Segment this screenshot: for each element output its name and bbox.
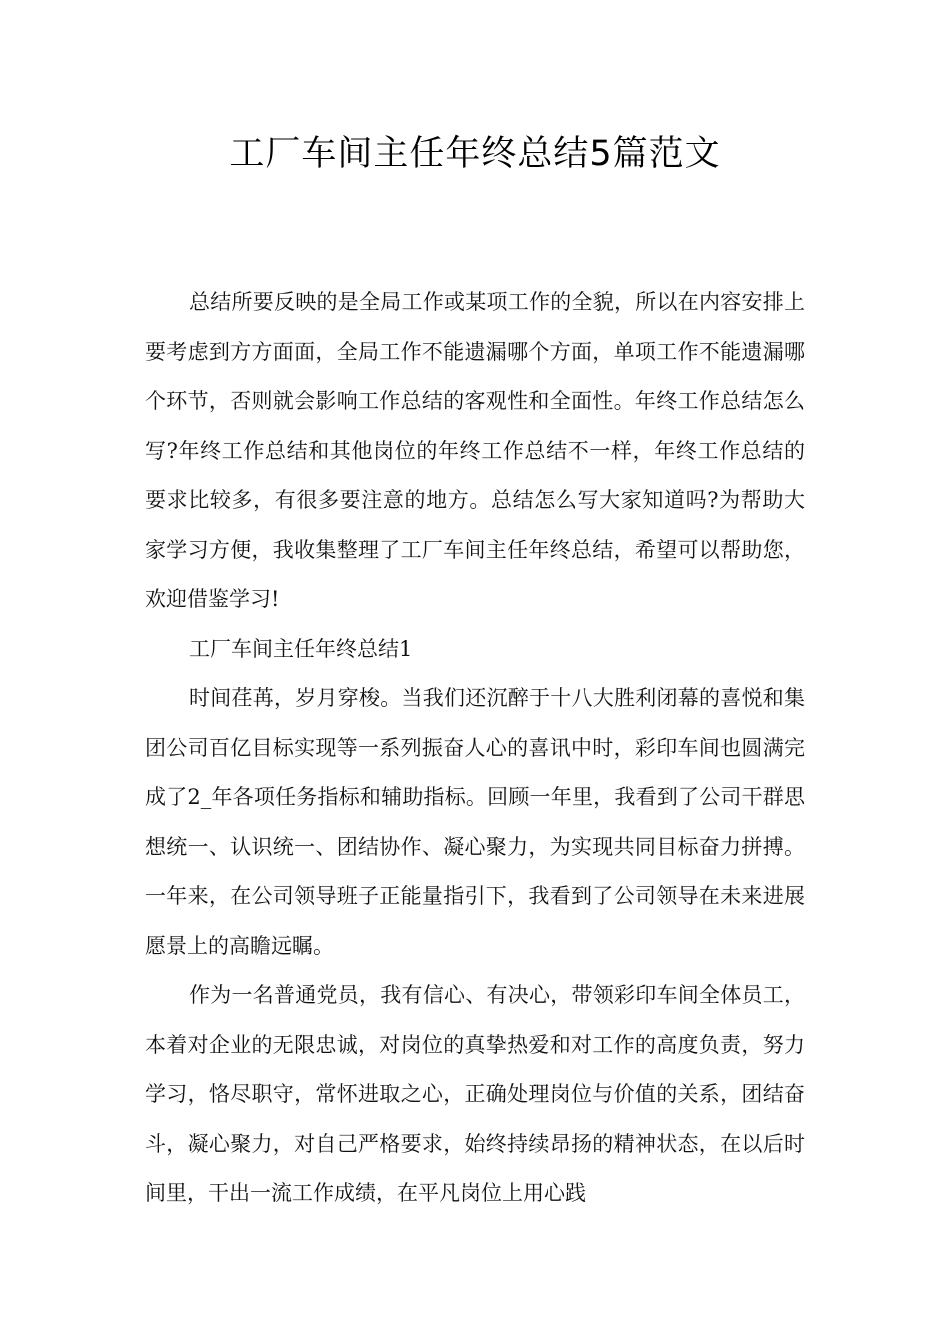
section-heading: 工厂车间主任年终总结1	[189, 637, 413, 661]
document-title: 工厂车间主任年终总结5篇范文	[229, 134, 721, 174]
intro-paragraph: 总结所要反映的是全局工作或某项工作的全貌，所以在内容安排上要考虑到方方面面，全局工作不能遗漏哪个方面，单项工作不能遗漏哪个环节，否则就会影响工作总结的客观性和全面性。年终工作总结怎么写?年终工作总结和其他岗位的年终工作总结不一样，年终工作总结的要求比较多，有很多要注意的地方。总结怎么写大家知道吗?为帮助大家学习方便，我收集整理了工厂车间主任年终总结，希望可以帮助您，欢迎借鉴学习!	[145, 290, 805, 611]
body-paragraph: 时间荏苒，岁月穿梭。当我们还沉醉于十八大胜利闭幕的喜悦和集团公司百亿目标实现等一系列振奋人心的喜讯中时，彩印车间也圆满完成了2_年各项任务指标和辅助指标。回顾一年里，我看到了公司干群思想统一、认识统一、团结协作、凝心聚力，为实现共同目标奋力拼搏。一年来，在公司领导班子正能量指引下，我看到了公司领导在未来进展愿景上的高瞻远瞩。	[145, 686, 805, 958]
body-paragraph: 作为一名普通党员，我有信心、有决心，带领彩印车间全体员工，本着对企业的无限忠诚，对岗位的真挚热爱和对工作的高度负责，努力学习，恪尽职守，常怀进取之心，正确处理岗位与价值的关系，团结奋斗，凝心聚力，对自己严格要求，始终持续昂扬的精神状态，在以后时间里，干出一流工作成绩，在平凡岗位上用心践	[145, 983, 805, 1205]
